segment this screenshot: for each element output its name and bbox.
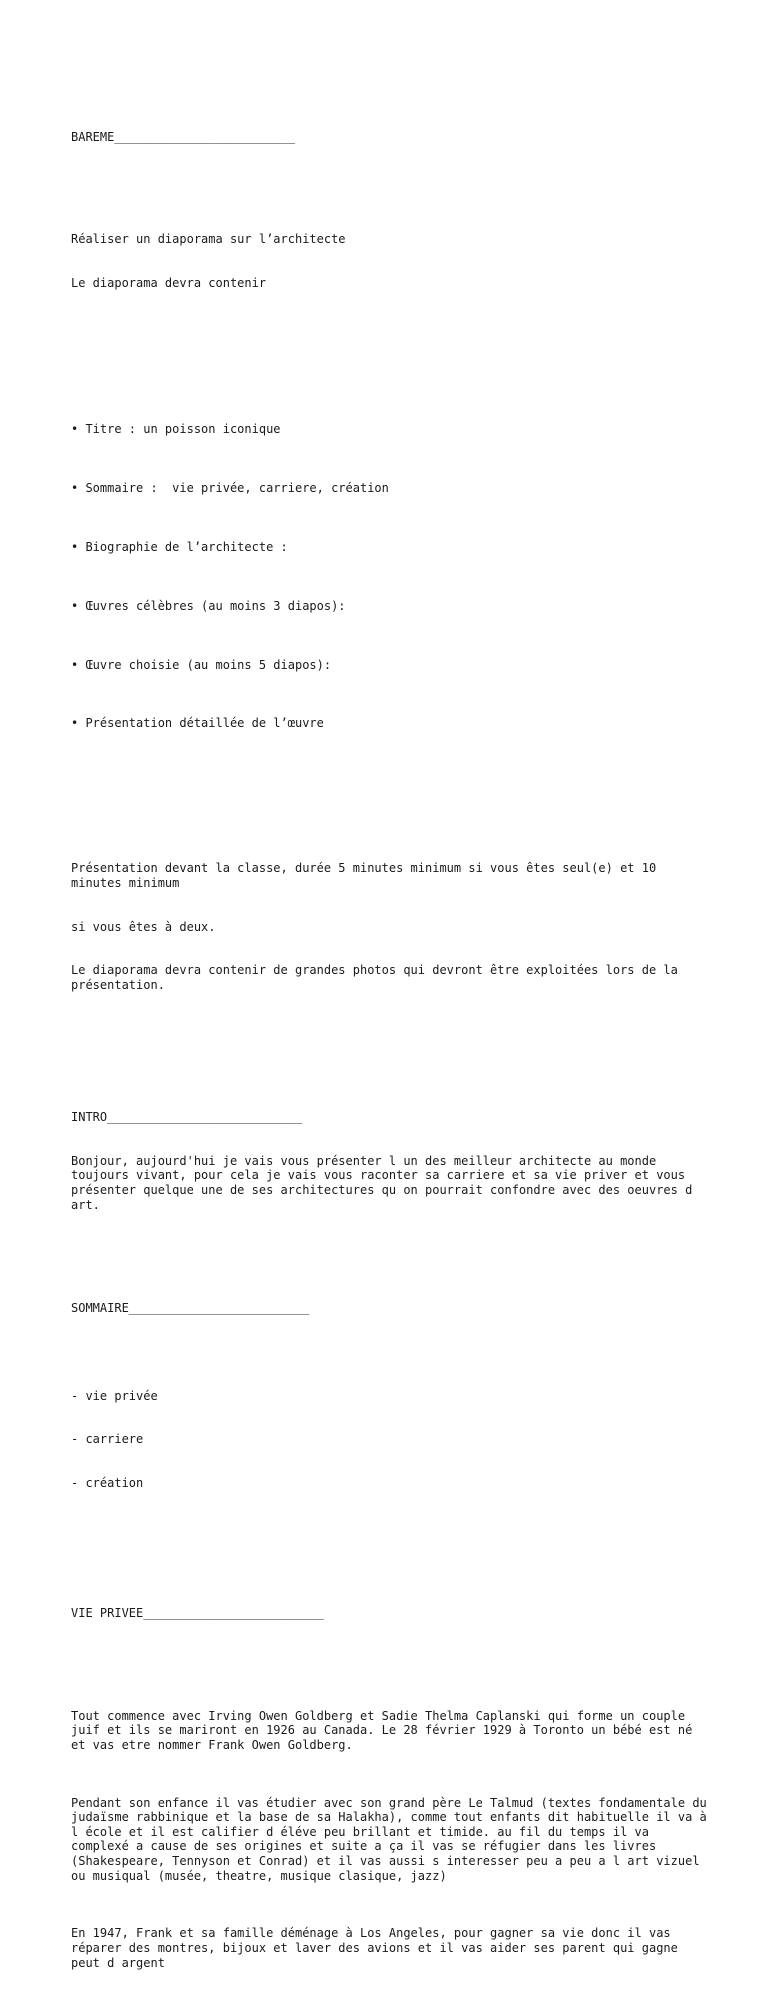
presentation-line: Présentation devant la classe, durée 5 minutes minimum si vous êtes seul(e) et 10 minutes minimum	[71, 861, 664, 890]
vie-privee-paragraph: Pendant son enfance il vas étudier avec son grand père Le Talmud (textes fondamentale du judaïsme rabbinique et la base de sa Halakha), comme tout enfants dit habituelle il va à l école et il est califier d éléve peu brillant et timide. au fil du temps il va complexé a cause de ses origines et suite a ça il vas se réfugier dans les livres (Shakespeare, Tennyson et Conrad) et il vas aussi s interesser peu a peu a l art vizuel ou musiqual (musée, theatre, musique clasique, jazz)	[71, 1795, 714, 1883]
bareme-bullet-list	[71, 393, 711, 760]
bareme-intro	[71, 203, 711, 320]
vie-privee-heading: VIE PRIVEE_________________________	[71, 1606, 324, 1621]
sommaire-item: - création	[71, 1476, 144, 1491]
bullet-item-oeuvre-choisie: • Œuvre choisie (au moins 5 diapos):	[71, 657, 332, 672]
bullet-item-sommaire: • Sommaire : vie privée, carriere, création	[71, 481, 389, 496]
vie-privee-paragraph: Tout commence avec Irving Owen Goldberg et Sadie Thelma Caplanski qui forme un couple juif et ils se mariront en 1926 au Canada. Le 28 février 1929 à Toronto un bébé est né et vas etre nommer Frank Owen Goldberg.	[71, 1708, 700, 1752]
bareme-intro-line: Réaliser un diaporama sur l’architecte	[71, 231, 346, 246]
bareme-heading: BAREME_________________________	[71, 130, 295, 145]
document-body	[71, 72, 714, 2014]
presentation-line: si vous êtes à deux.	[71, 919, 216, 934]
sommaire-item: - vie privée	[71, 1388, 158, 1403]
bareme-intro-line: Le diaporama devra contenir	[71, 275, 267, 290]
bullet-item-presentation-detaillee: • Présentation détaillée de l’œuvre	[71, 716, 324, 731]
bullet-item-oeuvres-celebres: • Œuvres célèbres (au moins 3 diapos):	[71, 598, 346, 613]
sommaire-item: - carriere	[71, 1432, 144, 1447]
sommaire-list	[71, 1359, 711, 1520]
bullet-item-titre: • Titre : un poisson iconique	[71, 422, 281, 437]
vie-privee-paragraph: En 1947, Frank et sa famille déménage à Los Angeles, pour gagner sa vie donc il vas réparer des montres, bijoux et laver des avions et il vas aider ses parent qui gagne peut d argent	[71, 1926, 686, 1970]
intro-heading: INTRO___________________________	[71, 1110, 303, 1125]
sommaire-heading: SOMMAIRE_________________________	[71, 1300, 310, 1315]
intro-paragraph: Bonjour, aujourd'hui je vais vous présenter l un des meilleur architecte au monde toujours vivant, pour cela je vais vous raconter sa carriere et sa vie priver et vous présenter quelque une de ses architectures qu on pourrait confondre avec des oeuvres d art.	[71, 1153, 700, 1212]
bareme-presentation	[71, 832, 711, 1022]
bullet-item-biographie: • Biographie de l’architecte :	[71, 540, 288, 555]
presentation-line: Le diaporama devra contenir de grandes photos qui devront être exploitées lors de la présentation.	[71, 963, 686, 992]
